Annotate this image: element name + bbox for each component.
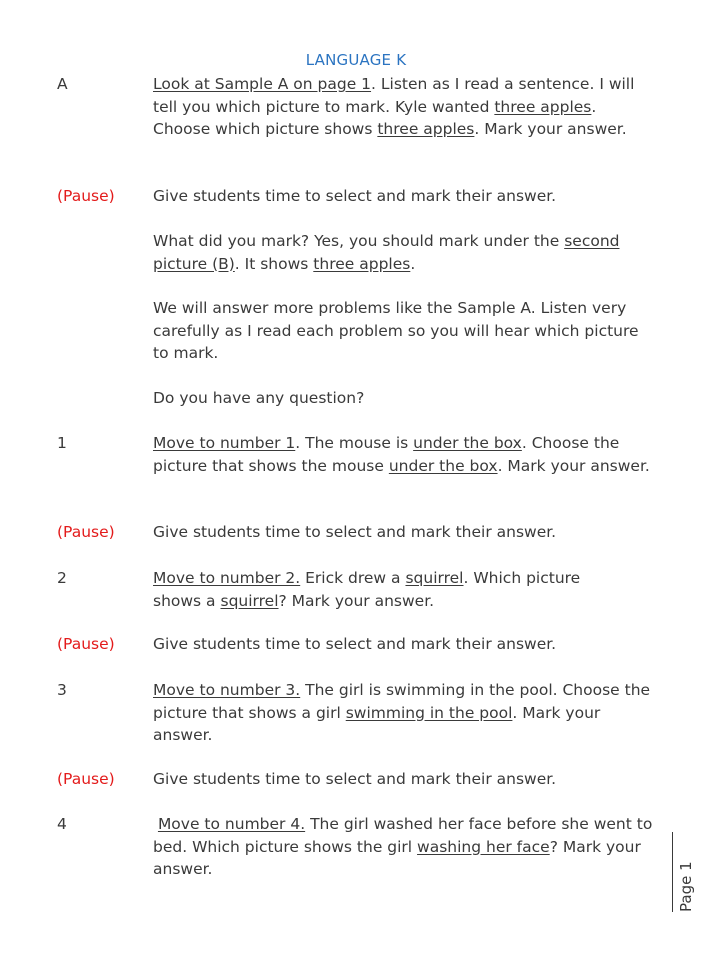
entry-label: 4	[57, 815, 67, 833]
text-plain: Erick drew a	[300, 569, 406, 587]
page-title: LANGUAGE K	[305, 51, 407, 69]
text-plain: Give students time to select and mark their answer.	[153, 523, 557, 541]
text-underlined: washing her face	[417, 837, 550, 856]
text-underlined: three apples	[494, 97, 592, 116]
text-plain: Give students time to select and mark their answer.	[153, 770, 557, 788]
entry-label: 2	[57, 569, 67, 587]
text-underlined: under the box	[413, 434, 522, 452]
text-plain: The girl washed her face before she went to bed. Which picture shows the girl	[153, 815, 658, 856]
text-plain: Do you have any question?	[153, 389, 365, 407]
text-underlined: squirrel	[220, 591, 279, 610]
text-plain: Give students time to select and mark their answer.	[153, 635, 557, 653]
text-plain: We will answer more problems like the Sample A. Listen very carefully as I read each problem so you will hear which picture to mark.	[153, 299, 639, 362]
text-underlined: Move to number 2.	[153, 569, 301, 587]
text-underlined: Move to number 1	[153, 434, 296, 452]
text-plain: Give students time to select and mark their answer.	[153, 187, 557, 205]
entry-label: A	[57, 75, 68, 93]
text-underlined: Move to number 3.	[153, 681, 301, 699]
entry-text	[153, 679, 658, 747]
entry-text	[153, 432, 658, 477]
pause-label: (Pause)	[57, 523, 115, 541]
entry-text	[153, 633, 658, 656]
page-footer	[672, 832, 701, 912]
text-underlined: Move to number 4.	[157, 815, 306, 833]
text-underlined: swimming in the pool	[345, 703, 513, 722]
text-underlined: Look at Sample A on page 1	[153, 75, 372, 93]
page-number: Page 1	[677, 861, 695, 912]
text-plain: . Listen as I read a sentence. I will tell you which picture to mark. Kyle wanted	[153, 75, 635, 116]
text-plain: . Choose the picture that shows the mouse	[153, 434, 620, 475]
entry-text	[153, 297, 658, 365]
text-plain: . Mark your answer.	[153, 703, 601, 744]
text-plain: . It shows	[234, 254, 314, 273]
entry-text	[153, 567, 623, 612]
text-plain: The girl is swimming in the pool. Choose the picture that shows a girl	[153, 681, 651, 722]
text-underlined: second picture (B)	[153, 232, 620, 273]
entry-text	[153, 230, 658, 275]
text-underlined: three apples	[313, 254, 411, 273]
text-plain: . Mark your answer.	[474, 120, 627, 138]
text-plain: ? Mark your answer.	[278, 591, 435, 610]
entry-text	[153, 73, 653, 141]
text-plain: . Choose which picture shows	[153, 97, 597, 138]
text-plain: . The mouse is	[295, 434, 414, 452]
text-plain: .	[410, 254, 416, 273]
entry-text	[153, 521, 658, 544]
text-plain: . Mark your answer.	[497, 456, 650, 475]
pause-label: (Pause)	[57, 187, 115, 205]
entry-text	[153, 185, 658, 208]
entry-text	[153, 813, 658, 881]
text-plain: ? Mark your answer.	[153, 837, 646, 878]
entry-text	[153, 768, 658, 791]
text-plain: . Which picture shows a	[153, 569, 581, 610]
pause-label: (Pause)	[57, 770, 115, 788]
text-plain: What did you mark? Yes, you should mark under the	[153, 232, 565, 250]
pause-label: (Pause)	[57, 635, 115, 653]
entry-label: 3	[57, 681, 67, 699]
text-underlined: squirrel	[405, 569, 464, 587]
text-underlined: under the box	[388, 456, 498, 475]
entry-label: 1	[57, 434, 67, 452]
entry-text	[153, 387, 658, 410]
text-underlined: three apples	[377, 120, 475, 138]
